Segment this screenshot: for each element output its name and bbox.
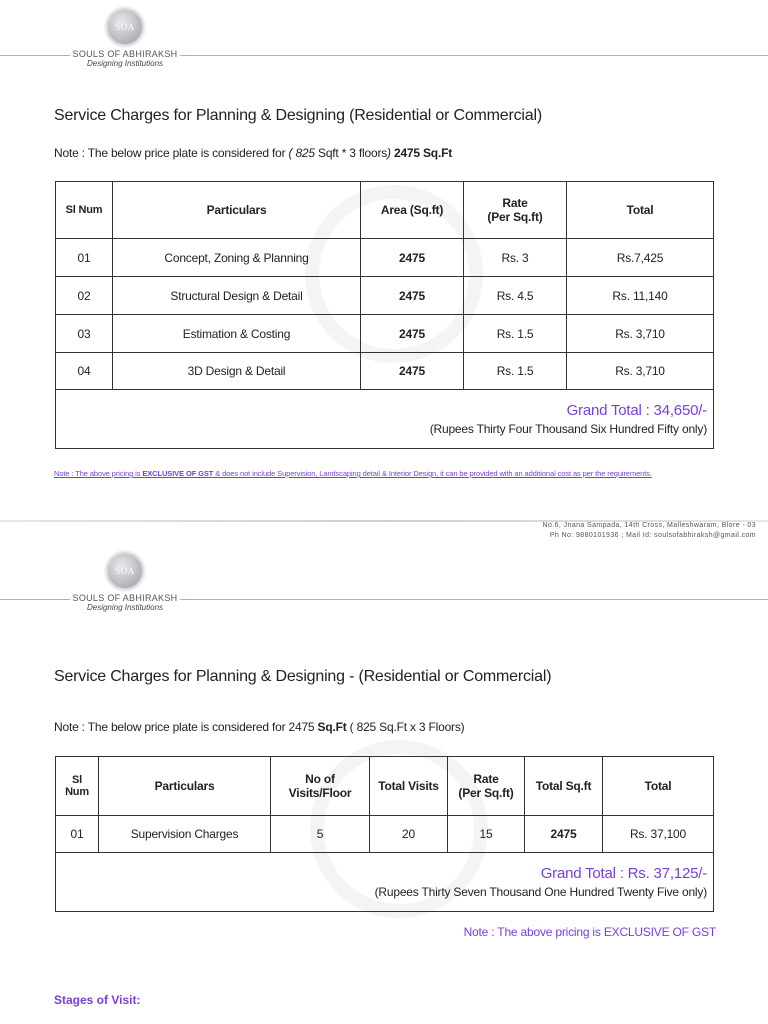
rate-line2: (Per Sq.ft) <box>487 210 543 224</box>
col-rate <box>448 757 525 816</box>
note-bold: 2475 Sq.Ft <box>390 146 453 160</box>
cell-rate: Rs. 1.5 <box>464 315 567 353</box>
gst-note-bold: EXCLUSIVE OF GST <box>142 469 214 478</box>
col-total-visits: Total Visits <box>370 757 448 816</box>
address-line1: No.6, Jnana Sampada, 14th Cross, Malleshwaram, Blore - 03 <box>542 522 756 529</box>
address-line2: Ph No: 9880101936 ; Mail Id: soulsofabhiraksh@gmail.com <box>549 532 756 539</box>
cell-total: Rs.7,425 <box>567 239 714 277</box>
rate-line1: Rate <box>502 196 528 210</box>
sl-line1: Sl <box>72 774 82 786</box>
cell-sl: 03 <box>56 315 113 353</box>
rate-line1: Rate <box>473 772 499 786</box>
table-row <box>56 277 714 315</box>
visits-line1: No of <box>305 772 335 786</box>
col-sl <box>56 757 99 816</box>
stages-title: Stages of Visit: <box>54 993 141 1007</box>
col-total: Total <box>603 757 714 816</box>
logo-name: SOULS OF ABHIRAKSH <box>72 49 178 59</box>
col-particulars: Particulars <box>99 757 271 816</box>
grand-total: Grand Total : 34,650/- <box>566 402 707 419</box>
note-mid: Sqft * 3 floors <box>314 146 388 160</box>
grand-total-words: (Rupees Thirty Four Thousand Six Hundred Fifty only) <box>429 422 707 436</box>
logo-emblem: SOA <box>106 552 144 590</box>
note-close: ) <box>387 146 391 160</box>
cell-total: Rs. 37,100 <box>603 816 714 853</box>
visits-line2: Visits/Floor <box>288 786 352 800</box>
header-rule-right <box>180 55 768 56</box>
cell-particulars: Supervision Charges <box>99 816 271 853</box>
cell-area: 2475 <box>361 315 464 353</box>
cell-rate: Rs. 3 <box>464 239 567 277</box>
cell-particulars: 3D Design & Detail <box>113 353 361 390</box>
cell-sl: 04 <box>56 353 113 390</box>
grand-total-row <box>56 853 714 912</box>
gst-disclaimer <box>54 469 652 478</box>
section2-title: Service Charges for Planning & Designing - (Residential or Commercial) <box>54 668 552 685</box>
cell-particulars: Structural Design & Detail <box>113 277 361 315</box>
table-header-row <box>56 182 714 239</box>
grand-total-row <box>56 390 714 449</box>
price-table-design <box>55 181 714 449</box>
cell-sl: 02 <box>56 277 113 315</box>
footer-address <box>543 521 756 541</box>
section1-title: Service Charges for Planning & Designing (Residential or Commercial) <box>54 107 542 124</box>
cell-area: 2475 <box>361 353 464 390</box>
cell-visits-per-floor: 5 <box>271 816 370 853</box>
grand-total-words: (Rupees Thirty Seven Thousand One Hundred Twenty Five only) <box>374 885 707 899</box>
table-row <box>56 315 714 353</box>
cell-sl: 01 <box>56 239 113 277</box>
cell-total: Rs. 11,140 <box>567 277 714 315</box>
note-prefix: Note : The below price plate is considered for <box>54 146 289 160</box>
col-particulars: Particulars <box>113 182 361 239</box>
grand-total: Grand Total : Rs. 37,125/- <box>540 865 707 882</box>
col-sl: Sl Num <box>56 182 113 239</box>
table-row <box>56 239 714 277</box>
table-row <box>56 353 714 390</box>
price-table-supervision <box>55 756 714 912</box>
cell-rate: 15 <box>448 816 525 853</box>
logo-emblem: SOA <box>106 8 144 46</box>
col-total-sqft: Total Sq.ft <box>525 757 603 816</box>
logo-name: SOULS OF ABHIRAKSH <box>72 593 178 603</box>
cell-particulars: Estimation & Costing <box>113 315 361 353</box>
gst-exclusive-note: Note : The above pricing is EXCLUSIVE OF GST <box>463 925 716 939</box>
note-bold: Sq.Ft <box>317 720 347 734</box>
cell-area: 2475 <box>361 277 464 315</box>
table-header-row <box>56 757 714 816</box>
note-prefix: Note : The below price plate is considered for 2475 <box>54 720 318 734</box>
note-suffix: ( 825 Sq.Ft x 3 Floors) <box>346 720 465 734</box>
rate-line2: (Per Sq.ft) <box>458 786 514 800</box>
col-area: Area (Sq.ft) <box>361 182 464 239</box>
note-italic: ( 825 <box>288 146 315 160</box>
cell-total-sqft: 2475 <box>525 816 603 853</box>
col-total: Total <box>567 182 714 239</box>
section2-note <box>54 720 464 734</box>
sl-line2: Num <box>65 786 89 798</box>
logo <box>50 552 200 612</box>
cell-rate: Rs. 1.5 <box>464 353 567 390</box>
cell-particulars: Concept, Zoning & Planning <box>113 239 361 277</box>
logo <box>50 8 200 68</box>
col-visits-per-floor <box>271 757 370 816</box>
grand-total-cell <box>56 853 714 912</box>
grand-total-cell <box>56 390 714 449</box>
cell-total: Rs. 3,710 <box>567 315 714 353</box>
cell-rate: Rs. 4.5 <box>464 277 567 315</box>
cell-area: 2475 <box>361 239 464 277</box>
table-row <box>56 816 714 853</box>
cell-sl: 01 <box>56 816 99 853</box>
col-rate <box>464 182 567 239</box>
cell-total: Rs. 3,710 <box>567 353 714 390</box>
header2-rule-right <box>180 599 768 600</box>
logo-tagline: Designing Institutions <box>86 603 164 612</box>
gst-note-prefix: Note : The above pricing is <box>54 469 143 478</box>
gst-note-suffix: & does not include Supervision, Landscaping detail & Interior Design, it can be provided with an additional cost as per the requirements. <box>213 469 652 478</box>
logo-tagline: Designing Institutions <box>86 59 164 68</box>
section1-note <box>54 146 452 160</box>
cell-total-visits: 20 <box>370 816 448 853</box>
